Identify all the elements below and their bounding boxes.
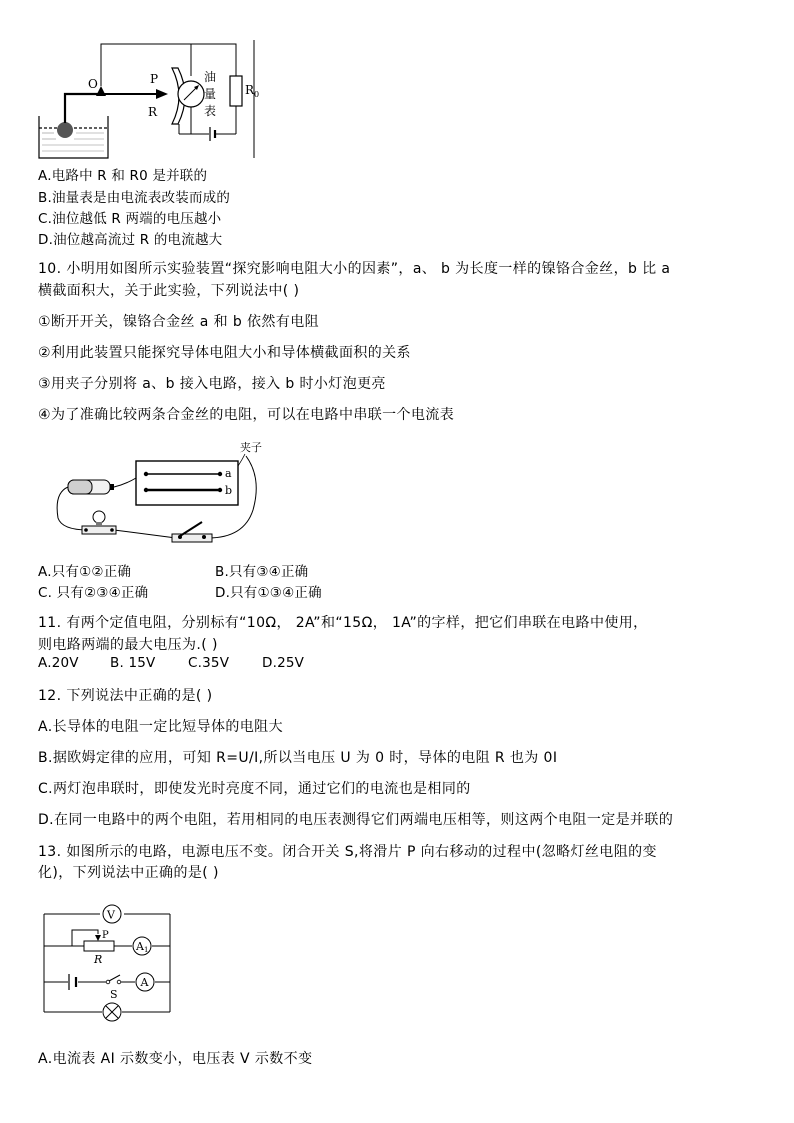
q10-statement-1: ①断开开关，镍铬合金丝 a 和 b 依然有电阻 [38, 314, 320, 330]
resistor-R0 [230, 76, 242, 106]
q11-option-c: C.35V [188, 655, 230, 671]
q11-option-d: D.25V [262, 655, 305, 671]
q10-statement-3: ③用夹子分别将 a、b 接入电路，接入 b 时小灯泡更亮 [38, 376, 386, 392]
oil-tank [39, 116, 108, 158]
label-P: P [150, 72, 159, 86]
q9-option-b: B.油量表是由电流表改装而成的 [38, 190, 231, 206]
oil-gauge-meter [178, 81, 204, 107]
q12-option-a: A.长导体的电阻一定比短导体的电阻大 [38, 719, 283, 735]
q10-stem-line2: 横截面积大，关于此实验，下列说法中( ) [38, 283, 300, 299]
label-A: A [140, 976, 149, 989]
label-O: O [88, 77, 98, 91]
label-a: a [225, 467, 232, 480]
clip-label: 夹子 [240, 441, 262, 454]
meter-label-1: 油 [204, 70, 217, 84]
tank-oil-hatching [42, 133, 104, 151]
q11-option-a: A.20V [38, 655, 79, 671]
switch-S [106, 975, 121, 984]
q13-option-a: A.电流表 AI 示数变小，电压表 V 示数不变 [38, 1051, 313, 1067]
knife-switch [172, 522, 212, 542]
label-V: V [107, 908, 115, 922]
meter-label-3: 表 [204, 104, 217, 118]
q10-stem-line1: 10. 小明用如图所示实验装置“探究影响电阻大小的因素”，a、 b 为长度一样的镍铬合金丝，b 比 a [38, 261, 671, 277]
q10-statement-2: ②利用此装置只能探究导体电阻大小和导体横截面积的关系 [38, 345, 411, 361]
meter-label-2: 量 [204, 87, 217, 101]
battery [210, 127, 215, 141]
label-R: R [148, 105, 158, 119]
rheostat-R [84, 941, 114, 951]
q10-option-a: A.只有①②正确 [38, 564, 132, 580]
lamp [103, 1003, 121, 1021]
label-A1: A1 [136, 940, 149, 954]
q9-option-c: C.油位越低 R 两端的电压越小 [38, 211, 222, 227]
label-R: R [94, 953, 103, 966]
light-bulb [82, 511, 116, 534]
q10-option-c: C. 只有②③④正确 [38, 585, 149, 601]
q9-option-d: D.油位越高流过 R 的电流越大 [38, 232, 223, 248]
resistance-experiment-diagram [48, 438, 278, 550]
float-ball [57, 122, 73, 138]
q13-circuit-diagram [38, 900, 178, 1028]
q11-option-b: B. 15V [110, 655, 156, 671]
q11-stem-line1: 11. 有两个定值电阻，分别标有“10Ω， 2A”和“15Ω， 1A”的字样，把它们串联在电路中使用， [38, 615, 648, 631]
power-source [69, 974, 76, 990]
label-P: P [102, 930, 109, 941]
float-rod [65, 94, 101, 123]
q10-statement-4: ④为了准确比较两条合金丝的电阻，可以在电路中串联一个电流表 [38, 407, 455, 423]
q12-option-d: D.在同一电路中的两个电阻，若用相同的电压表测得它们两端电压相等，则这两个电阻一定是并联的 [38, 812, 674, 828]
q12-stem: 12. 下列说法中正确的是( ) [38, 688, 213, 704]
label-R0: $R_0$ [245, 83, 260, 99]
label-b: b [225, 484, 233, 497]
q11-stem-line2: 则电路两端的最大电压为.( ) [38, 637, 218, 653]
q10-option-b: B.只有③④正确 [215, 564, 309, 580]
q12-option-b: B.据欧姆定律的应用，可知 R=U/I,所以当电压 U 为 0 时，导体的电阻 R 也为 0I [38, 750, 558, 766]
q13-stem-line2: 化)，下列说法中正确的是( ) [38, 865, 219, 881]
q13-stem-line1: 13. 如图所示的电路，电源电压不变。闭合开关 S,将滑片 P 向右移动的过程中(忽略灯丝电阻的变 [38, 844, 657, 860]
q10-option-d: D.只有①③④正确 [215, 585, 322, 601]
alloy-wire-board [136, 461, 238, 505]
q9-option-a: A.电路中 R 和 R0 是并联的 [38, 168, 208, 184]
q12-option-c: C.两灯泡串联时，即使发光时亮度不同，通过它们的电流也是相同的 [38, 781, 471, 797]
fuel-gauge-circuit-diagram [36, 38, 258, 160]
label-S: S [110, 988, 118, 1001]
pointer-arrowhead [156, 89, 168, 99]
battery-cell [68, 480, 114, 494]
